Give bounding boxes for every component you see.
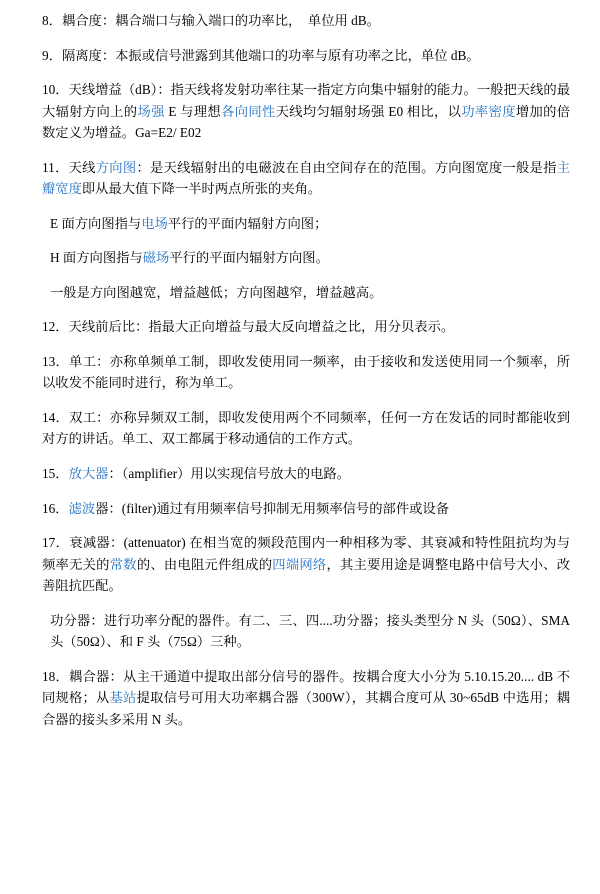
inline-link[interactable]: 磁场 bbox=[142, 250, 170, 266]
inline-link[interactable]: 方向图 bbox=[95, 159, 137, 175]
text-run: 的、由电阻元件组成的 bbox=[136, 556, 273, 572]
paragraph-item-14 bbox=[28, 407, 570, 450]
paragraph-item-15 bbox=[28, 463, 570, 485]
paragraph-power-divider bbox=[28, 610, 574, 653]
paragraph-item-18 bbox=[28, 666, 570, 731]
text-run: 14．双工：亦称异频双工制，即收发使用两个不同频率，任何一方在发话的同时都能收到对方的讲话。单工、双工都属于移动通信的工作方式。 bbox=[42, 409, 570, 447]
text-run: 16． bbox=[42, 500, 69, 516]
paragraph-item-8 bbox=[28, 10, 570, 32]
text-run: 18．耦合器：从主干通道中提取出部分信号的器件。按耦合度大小分为 5.10.15.20.... dB 不同规格；从 bbox=[42, 668, 570, 706]
text-run: 器：(filter)通过有用频率信号抑制无用频率信号的部件或设备 bbox=[95, 500, 450, 516]
text-run: E 面方向图指与 bbox=[50, 215, 142, 231]
text-run: 功分器：进行功率分配的器件。有二、三、四....功分器；接头类型分 N 头（50Ω）、SMA 头（50Ω）、和 F 头（75Ω）三种。 bbox=[50, 612, 574, 650]
inline-link[interactable]: 场强 bbox=[137, 103, 165, 119]
inline-link[interactable]: 主瓣宽度 bbox=[42, 159, 571, 197]
text-run: 平行的平面内辐射方向图； bbox=[167, 215, 328, 231]
text-run: H 面方向图指与 bbox=[50, 250, 143, 266]
inline-link[interactable]: 功率密度 bbox=[461, 103, 516, 119]
paragraph-item-13 bbox=[28, 351, 570, 394]
text-run: 11．天线 bbox=[42, 159, 96, 175]
inline-link[interactable]: 放大器 bbox=[68, 465, 109, 481]
text-run: ：（amplifier）用以实现信号放大的电路。 bbox=[108, 465, 351, 481]
text-run: 单位用 dB。 bbox=[294, 13, 380, 28]
text-run: 一般是方向图越宽，增益越低；方向图越窄，增益越高。 bbox=[50, 284, 383, 300]
text-run: 9．隔离度：本振或信号泄露到其他端口的功率与原有功率之比，单位 dB。 bbox=[42, 47, 480, 63]
text-run: 提取信号可用大功率耦合器（300W），其耦合度可从 30~65dB 中选用；耦合器的接头多采用 N 头。 bbox=[42, 690, 571, 727]
paragraph-item-9 bbox=[28, 45, 570, 67]
text-run: 12．天线前后比：指最大正向增益与最大反向增益之比，用分贝表示。 bbox=[42, 319, 455, 335]
inline-link[interactable]: 四端网络 bbox=[272, 556, 327, 572]
text-run: 平行的平面内辐射方向图。 bbox=[169, 250, 329, 266]
text-run: 17．衰减器：(attenuator) 在相当宽的频段范围内一种相移为零、其衰减和特性阻抗均为与频率无关的 bbox=[42, 535, 570, 572]
paragraph-container bbox=[28, 10, 574, 730]
text-run: ，其主要用途是调整电路中信号大小、改善阻抗匹配。 bbox=[42, 556, 571, 594]
text-run: ：是天线辐射出的电磁波在自由空间存在的范围。方向图宽度一般是指 bbox=[136, 159, 557, 175]
text-run: 15． bbox=[42, 465, 69, 481]
text-run: 8．耦合度：耦合端口与输入端口的功率比， bbox=[42, 13, 295, 28]
inline-link[interactable]: 各向同性 bbox=[221, 103, 276, 119]
inline-link[interactable]: 基站 bbox=[109, 690, 137, 706]
paragraph-item-17 bbox=[28, 532, 570, 597]
paragraph-item-12 bbox=[28, 316, 570, 338]
paragraph-h-plane bbox=[28, 247, 570, 269]
text-run: 13．单工：亦称单频单工制，即收发使用同一频率，由于接收和发送使用同一个频率，所以收发不能同时进行，称为单工。 bbox=[42, 353, 570, 391]
text-run: 天线均匀辐射场强 E0 相比，以 bbox=[275, 103, 462, 119]
inline-link[interactable]: 滤波 bbox=[68, 500, 96, 516]
paragraph-item-11 bbox=[28, 157, 570, 200]
paragraph-e-plane bbox=[28, 213, 570, 235]
text-run: 增加的倍数定义为增益。Ga=E2/ E02 bbox=[42, 103, 571, 141]
inline-link[interactable]: 电场 bbox=[141, 215, 168, 231]
paragraph-item-16 bbox=[28, 498, 570, 520]
inline-link[interactable]: 常数 bbox=[109, 556, 137, 572]
text-run: 10．天线增益（dB）：指天线将发射功率往某一指定方向集中辐射的能力。一般把天线的最大辐射方向上的 bbox=[42, 82, 570, 119]
text-run: E 与理想 bbox=[164, 103, 222, 119]
paragraph-gain-note bbox=[28, 282, 570, 304]
text-run: 即从最大值下降一半时两点所张的夹角。 bbox=[81, 181, 322, 197]
paragraph-item-10 bbox=[28, 79, 570, 144]
